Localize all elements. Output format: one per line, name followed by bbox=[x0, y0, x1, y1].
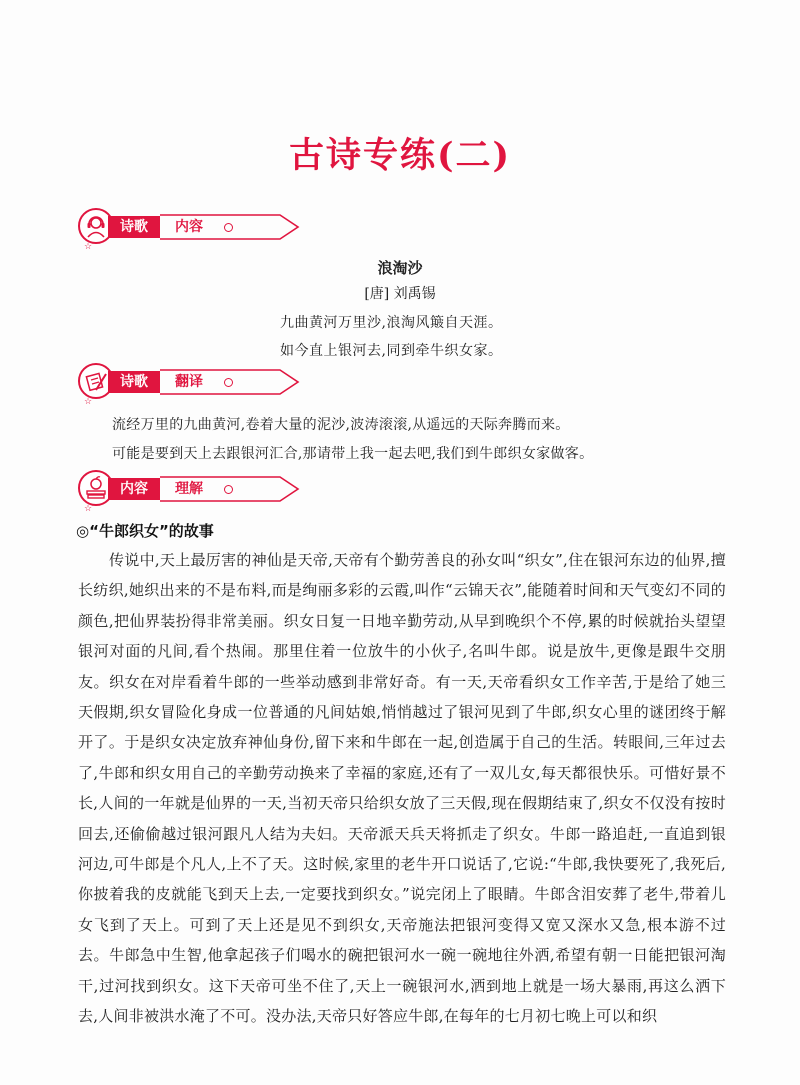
section-tag-primary: 内容 bbox=[108, 478, 160, 500]
poem-author: [唐] 刘禹锡 bbox=[364, 286, 436, 302]
section-header-poem-content bbox=[76, 205, 236, 251]
story-subheading: ◎“牛郎织女”的故事 bbox=[76, 522, 214, 540]
circle-dot-icon bbox=[224, 378, 233, 387]
translation-line: 流经万里的九曲黄河,卷着大量的泥沙,波涛滚滚,从遥远的天际奔腾而来。 bbox=[112, 417, 570, 433]
section-header-content-understanding bbox=[76, 467, 236, 513]
translation-line: 可能是要到天上去跟银河汇合,那请带上我一起去吧,我们到牛郎织女家做客。 bbox=[112, 446, 594, 462]
section-tag-secondary bbox=[160, 214, 300, 240]
poem-line: 如今直上银河去,同到牵牛织女家。 bbox=[280, 343, 503, 359]
star-icon: ☆ bbox=[84, 242, 93, 252]
circle-dot-icon bbox=[224, 485, 233, 494]
section-tag-primary: 诗歌 bbox=[108, 371, 160, 393]
section-tag-primary: 诗歌 bbox=[108, 216, 160, 238]
section-tag-secondary-label: 内容 bbox=[175, 219, 203, 235]
section-header-poem-translation bbox=[76, 360, 236, 406]
star-icon: ☆ bbox=[84, 504, 93, 514]
page-title: 古诗专练(二) bbox=[288, 135, 512, 176]
story-paragraph: 传说中,天上最厉害的神仙是天帝,天帝有个勤劳善良的孙女叫“织女”,住在银河东边的仙界,擅长纺织,她织出来的不是布料,而是绚丽多彩的云霞,叫作“云锦天衣”,能随着时间和天气变幻不同的颜色,把仙界装扮得非常美丽。织女日复一日地辛勤劳动,从早到晚织个不停,累的时候就抬头望望银河对面的凡间,看个热闹。那里住着一位放牛的小伙子,名叫牛郎。说是放牛,更像是跟牛交朋友。织女在对岸看着牛郎的一些举动感到非常好奇。有一天,天帝看织女工作辛苦,于是给了她三天假期,织女冒险化身成一位普通的凡间姑娘,悄悄越过了银河见到了牛郎,织女心里的谜团终于解开了。于是织女决定放弃神仙身份,留下来和牛郎在一起,创造属于自己的生活。转眼间,三年过去了,牛郎和织女用自己的辛勤劳动换来了幸福的家庭,还有了一双儿女,每天都很快乐。可惜好景不长,人间的一年就是仙界的一天,当初天帝只给织女放了三天假,现在假期结束了,织女不仅没有按时回去,还偷偷越过银河跟凡人结为夫妇。天帝派天兵天将抓走了织女。牛郎一路追赶,一直追到银河边,可牛郎是个凡人,上不了天。这时候,家里的老牛开口说话了,它说:“牛郎,我快要死了,我死后,你披着我的皮就能飞到天上去,一定要找到织女。”说完闭上了眼睛。牛郎含泪安葬了老牛,带着儿女飞到了天上。可到了天上还是见不到织女,天帝施法把银河变得又宽又深水又急,根本游不过去。牛郎急中生智,他拿起孩子们喝水的碗把银河水一碗一碗地往外洒,希望有朝一日能把银河淘干,过河找到织女。这下天帝可坐不住了,天上一碗银河水,洒到地上就是一场大暴雨,再这么洒下去,人间非被洪水淹了不可。没办法,天帝只好答应牛郎,在每年的七月初七晚上可以和织 bbox=[78, 551, 726, 1026]
poem-title: 浪淘沙 bbox=[377, 259, 423, 277]
section-tag-secondary-label: 理解 bbox=[175, 481, 203, 497]
star-icon: ☆ bbox=[84, 397, 93, 407]
poem-line: 九曲黄河万里沙,浪淘风簸自天涯。 bbox=[280, 315, 503, 331]
section-tag-secondary bbox=[160, 476, 300, 502]
circle-dot-icon bbox=[224, 223, 233, 232]
section-tag-secondary bbox=[160, 369, 300, 395]
section-tag-secondary-label: 翻译 bbox=[175, 374, 203, 390]
